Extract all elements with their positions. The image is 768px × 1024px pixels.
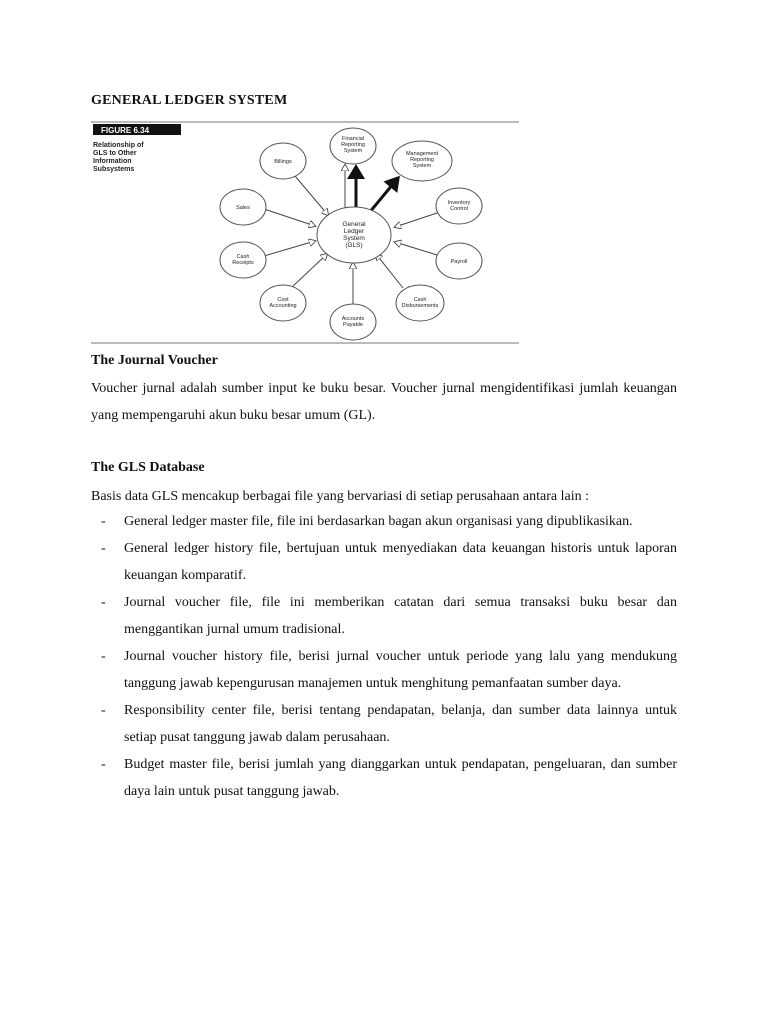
svg-text:Cash: Cash xyxy=(236,254,250,260)
bullet-dash: - xyxy=(101,649,106,664)
svg-text:Receipts: Receipts xyxy=(232,260,254,266)
list-item-text: Journal voucher file, file ini memberikan catatan dari semua transaksi buku besar dan menggantikan jurnal umum tradisional. xyxy=(124,595,677,637)
svg-text:Cash: Cash xyxy=(413,297,427,303)
svg-text:Billings: Billings xyxy=(274,159,292,165)
list-item-text: Journal voucher history file, berisi jurnal voucher untuk periode yang lalu yang mendukung tanggung jawab kepengurusan manajemen untuk menghitung pemanfaatan sumber daya. xyxy=(124,649,677,691)
list-item-text: General ledger master file, file ini berdasarkan bagan akun organisasi yang dipublikasikan. xyxy=(124,514,633,529)
bullet-dash: - xyxy=(101,757,106,772)
node-accounts-payable-label xyxy=(342,316,365,328)
list-item xyxy=(91,751,677,805)
gls-database-heading: The GLS Database xyxy=(91,460,205,475)
arrow-billings xyxy=(295,176,328,215)
figure-caption xyxy=(93,142,144,173)
list-item-text: Budget master file, berisi jumlah yang dianggarkan untuk pendapatan, pengeluaran, dan sumber daya lain untuk pusat tanggung jawab. xyxy=(124,757,677,799)
list-item xyxy=(91,643,677,697)
arrow-payroll xyxy=(395,242,437,255)
svg-text:Inventory: Inventory xyxy=(447,200,471,206)
svg-text:Payroll: Payroll xyxy=(450,259,468,265)
svg-text:System: System xyxy=(343,148,363,154)
svg-text:General: General xyxy=(342,221,366,228)
svg-text:Financial: Financial xyxy=(341,136,365,142)
arrow-cost-accounting xyxy=(291,254,327,288)
node-payroll-label xyxy=(451,259,468,265)
svg-text:Reporting: Reporting xyxy=(410,157,434,163)
node-center-label xyxy=(342,221,366,249)
svg-text:Reporting: Reporting xyxy=(341,142,365,148)
arrow-inventory xyxy=(395,213,437,227)
svg-text:Payable: Payable xyxy=(343,322,363,328)
node-financial-label xyxy=(341,136,365,154)
svg-text:Relationship of: Relationship of xyxy=(93,142,144,149)
svg-text:Accounts: Accounts xyxy=(341,316,365,322)
journal-voucher-paragraph: Voucher jurnal adalah sumber input ke buku besar. Voucher jurnal mengidentifikasi jumlah keuangan yang mempengaruhi akun buku besar umum (GL). xyxy=(91,381,677,423)
figure-gls-relationship xyxy=(91,121,519,345)
list-item xyxy=(91,697,677,751)
node-inventory-label xyxy=(448,200,471,212)
list-item xyxy=(91,535,677,589)
svg-text:Control: Control xyxy=(450,206,468,212)
svg-text:Ledger: Ledger xyxy=(343,228,365,235)
arrow-cash-receipts xyxy=(264,241,315,256)
bullet-dash: - xyxy=(101,514,106,529)
svg-text:Information: Information xyxy=(93,158,132,165)
svg-text:GLS to Other: GLS to Other xyxy=(93,150,137,157)
arrow-cash-disbursements xyxy=(376,254,403,288)
svg-text:System: System xyxy=(343,235,365,242)
node-billings-label xyxy=(274,159,292,165)
svg-text:Disbursements: Disbursements xyxy=(401,303,439,309)
gls-database-intro: Basis data GLS mencakup berbagai file yang bervariasi di setiap perusahaan antara lain : xyxy=(91,489,589,504)
list-item-text: Responsibility center file, berisi tentang pendapatan, belanja, dan sumber data lainnya untuk setiap pusat tanggung jawab dalam perusahaan. xyxy=(124,703,677,745)
journal-voucher-heading: The Journal Voucher xyxy=(91,353,218,368)
arrow-to-management-bold xyxy=(369,178,398,213)
list-item xyxy=(91,589,677,643)
figure-banner-text: FIGURE 6.34 xyxy=(101,126,150,135)
arrow-sales xyxy=(264,209,315,226)
svg-text:Management: Management xyxy=(405,151,439,157)
svg-text:System: System xyxy=(412,163,432,169)
svg-text:(GLS): (GLS) xyxy=(345,242,363,249)
bullet-dash: - xyxy=(101,541,106,556)
node-sales-label xyxy=(236,205,250,211)
svg-text:Sales: Sales xyxy=(236,205,250,211)
gls-file-list xyxy=(91,508,677,805)
list-item xyxy=(91,508,677,535)
svg-text:Subsystems: Subsystems xyxy=(93,166,135,173)
bullet-dash: - xyxy=(101,703,106,718)
svg-text:Accounting: Accounting xyxy=(269,303,297,309)
bullet-dash: - xyxy=(101,595,106,610)
list-item-text: General ledger history file, bertujuan untuk menyediakan data keuangan historis untuk laporan keuangan komparatif. xyxy=(124,541,677,583)
svg-text:Cost: Cost xyxy=(277,297,289,303)
document-title: GENERAL LEDGER SYSTEM xyxy=(91,93,288,108)
